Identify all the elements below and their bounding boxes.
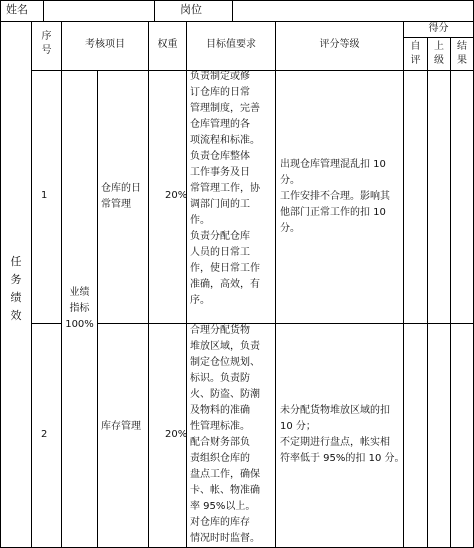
section-label-4: 效: [10, 309, 22, 322]
grid-line: [61, 21, 62, 548]
row2-target-10: 盘点工作，确保: [190, 469, 260, 480]
row2-target-3: 制定仓位规划、: [190, 357, 260, 368]
grid-line: [31, 323, 61, 324]
row1-target-7: 工作事务及日: [190, 167, 250, 178]
grid-line: [154, 0, 155, 21]
grid-line: [232, 0, 233, 21]
seq-header-2: 号: [41, 45, 52, 56]
row1-grading-4: 他部门正常工作的扣 10: [280, 207, 386, 218]
grid-line: [0, 0, 1, 548]
row1-grading-2: 分。: [280, 175, 300, 186]
row1-grading-3: 工作安排不合理。影响其: [280, 191, 390, 202]
row2-item: 库存管理: [101, 421, 141, 432]
row1-target-13: 作，使日常工作: [190, 263, 260, 274]
row2-target-4: 标识。负责防: [190, 373, 250, 384]
row1-target-2: 订仓库的日常: [190, 87, 250, 98]
name-label: 姓名: [6, 3, 28, 16]
row2-target-5: 火、防盗、防潮: [190, 389, 260, 400]
row2-target-9: 责组织仓库的: [190, 453, 250, 464]
row1-grading-1: 出现仓库管理混乱扣 10: [280, 159, 386, 170]
section-label-2: 务: [10, 273, 22, 286]
grid-line: [31, 21, 32, 548]
category-label-3: 100%: [65, 319, 94, 330]
grid-line: [148, 21, 149, 548]
row1-target-6: 负责仓库整体: [190, 151, 250, 162]
row1-target-9: 调部门间的工: [190, 199, 250, 210]
grid-line: [0, 0, 474, 1]
grid-line: [427, 37, 428, 548]
superior-header-2: 级: [434, 55, 444, 66]
row1-grading-5: 分。: [280, 223, 300, 234]
grid-line: [97, 70, 98, 548]
category-label-1: 业绩: [69, 287, 90, 298]
score-header: 得分: [428, 23, 449, 34]
row1-target-4: 仓库管理的各: [190, 119, 250, 130]
grid-line: [403, 21, 404, 548]
row1-target-10: 作。: [190, 215, 210, 226]
grid-line: [186, 21, 187, 548]
item-header: 考核项目: [85, 39, 125, 50]
grid-line: [97, 323, 474, 324]
row1-seq: 1: [41, 190, 48, 201]
section-label-3: 绩: [10, 291, 22, 304]
weight-header: 权重: [157, 39, 178, 50]
row2-grading-1: 未分配货物堆放区域的扣: [280, 405, 390, 416]
grid-line: [450, 37, 451, 548]
row2-weight: 20%: [165, 429, 188, 440]
row2-grading-3: 不定期进行盘点，帐实相: [280, 437, 390, 448]
row2-grading-4: 符率低于 95%的扣 10 分。: [280, 453, 405, 464]
row1-target-1: 负责制定或修: [190, 71, 250, 82]
seq-header-1: 序: [41, 31, 52, 42]
row2-target-13: 对仓库的库存: [190, 517, 250, 528]
grid-line: [403, 37, 474, 38]
result-header-2: 果: [457, 55, 467, 66]
self-header-1: 自: [410, 41, 421, 52]
row2-target-1: 合理分配货物: [190, 325, 250, 336]
result-header-1: 结: [457, 41, 467, 52]
row1-target-11: 负责分配仓库: [190, 231, 250, 242]
position-label: 岗位: [180, 3, 202, 16]
row2-target-14: 情况时时监督。: [190, 533, 260, 544]
row2-grading-2: 10 分；: [280, 421, 316, 432]
row2-target-2: 堆放区域，负责: [190, 341, 260, 352]
row1-target-12: 人员的日常工: [190, 247, 250, 258]
grid-line: [43, 0, 44, 21]
grading-header: 评分等级: [319, 39, 360, 50]
row2-target-11: 卡、帐、物准确: [190, 485, 260, 496]
row2-seq: 2: [41, 429, 48, 440]
row2-target-8: 配合财务部负: [190, 437, 250, 448]
row1-target-14: 准确，高效，有: [190, 279, 260, 290]
row2-target-12: 率 95%以上。: [190, 501, 256, 512]
target-header: 目标值要求: [206, 39, 256, 50]
row1-item-line-1: 仓库的日: [101, 183, 141, 194]
row1-target-3: 管理制度，完善: [190, 103, 260, 114]
section-label-1: 任: [10, 255, 22, 268]
row1-item-line-2: 常管理: [101, 199, 131, 210]
superior-header-1: 上: [434, 41, 444, 52]
row2-target-6: 及物料的准确: [190, 405, 250, 416]
row1-weight: 20%: [165, 190, 188, 201]
self-header-2: 评: [410, 55, 421, 66]
grid-line: [275, 21, 276, 548]
row1-target-8: 常管理工作，协: [190, 183, 260, 194]
category-label-2: 指标: [69, 303, 90, 314]
row2-target-7: 性管理标准。: [190, 421, 250, 432]
row1-target-15: 序。: [190, 295, 210, 306]
row1-target-5: 项流程和标准。: [190, 135, 260, 146]
